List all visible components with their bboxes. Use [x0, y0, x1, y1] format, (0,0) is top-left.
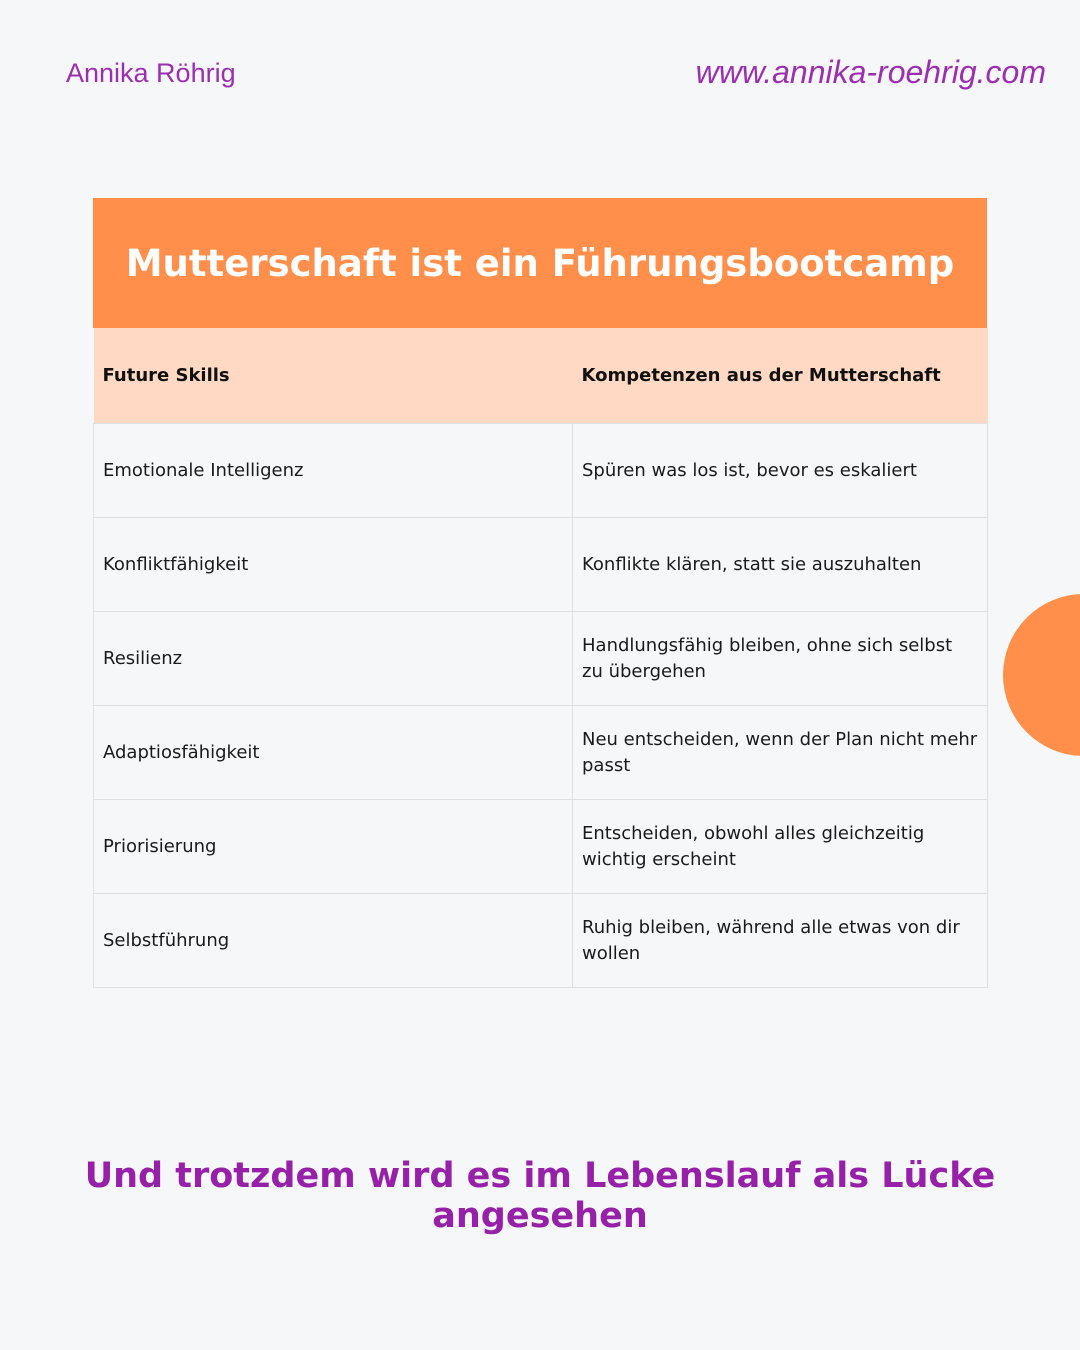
competency-cell: Ruhig bleiben, während alle etwas von dir wollen: [573, 894, 988, 988]
column-header-future-skills: Future Skills: [94, 328, 573, 424]
competency-cell: Konflikte klären, statt sie auszuhalten: [573, 518, 988, 612]
table-row: [94, 424, 988, 518]
skills-table: [93, 328, 988, 988]
author-name: Annika Röhrig: [66, 58, 236, 88]
table-row: [94, 612, 988, 706]
competency-cell: Entscheiden, obwohl alles gleichzeitig wichtig erscheint: [573, 800, 988, 894]
table-row: [94, 706, 988, 800]
table-row: [94, 800, 988, 894]
skill-cell: Selbstführung: [94, 894, 573, 988]
decorative-circle: [1003, 594, 1080, 756]
table-title: Mutterschaft ist ein Führungsbootcamp: [125, 241, 955, 285]
skill-cell: Resilienz: [94, 612, 573, 706]
table-header-row: [94, 328, 988, 424]
skills-table-card: [93, 198, 987, 988]
skill-cell: Adaptiosfähigkeit: [94, 706, 573, 800]
competency-cell: Neu entscheiden, wenn der Plan nicht mehr passt: [573, 706, 988, 800]
table-title-bar: [93, 198, 987, 328]
skill-cell: Priorisierung: [94, 800, 573, 894]
table-row: [94, 518, 988, 612]
table-row: [94, 894, 988, 988]
column-header-competencies: Kompetenzen aus der Mutterschaft: [573, 328, 988, 424]
competency-cell: Handlungsfähig bleiben, ohne sich selbst zu übergehen: [573, 612, 988, 706]
skill-cell: Konfliktfähigkeit: [94, 518, 573, 612]
competency-cell: Spüren was los ist, bevor es eskaliert: [573, 424, 988, 518]
tagline: Und trotzdem wird es im Lebenslauf als Lücke angesehen: [84, 1156, 996, 1236]
skill-cell: Emotionale Intelligenz: [94, 424, 573, 518]
website-url[interactable]: www.annika-roehrig.com: [695, 54, 1046, 90]
